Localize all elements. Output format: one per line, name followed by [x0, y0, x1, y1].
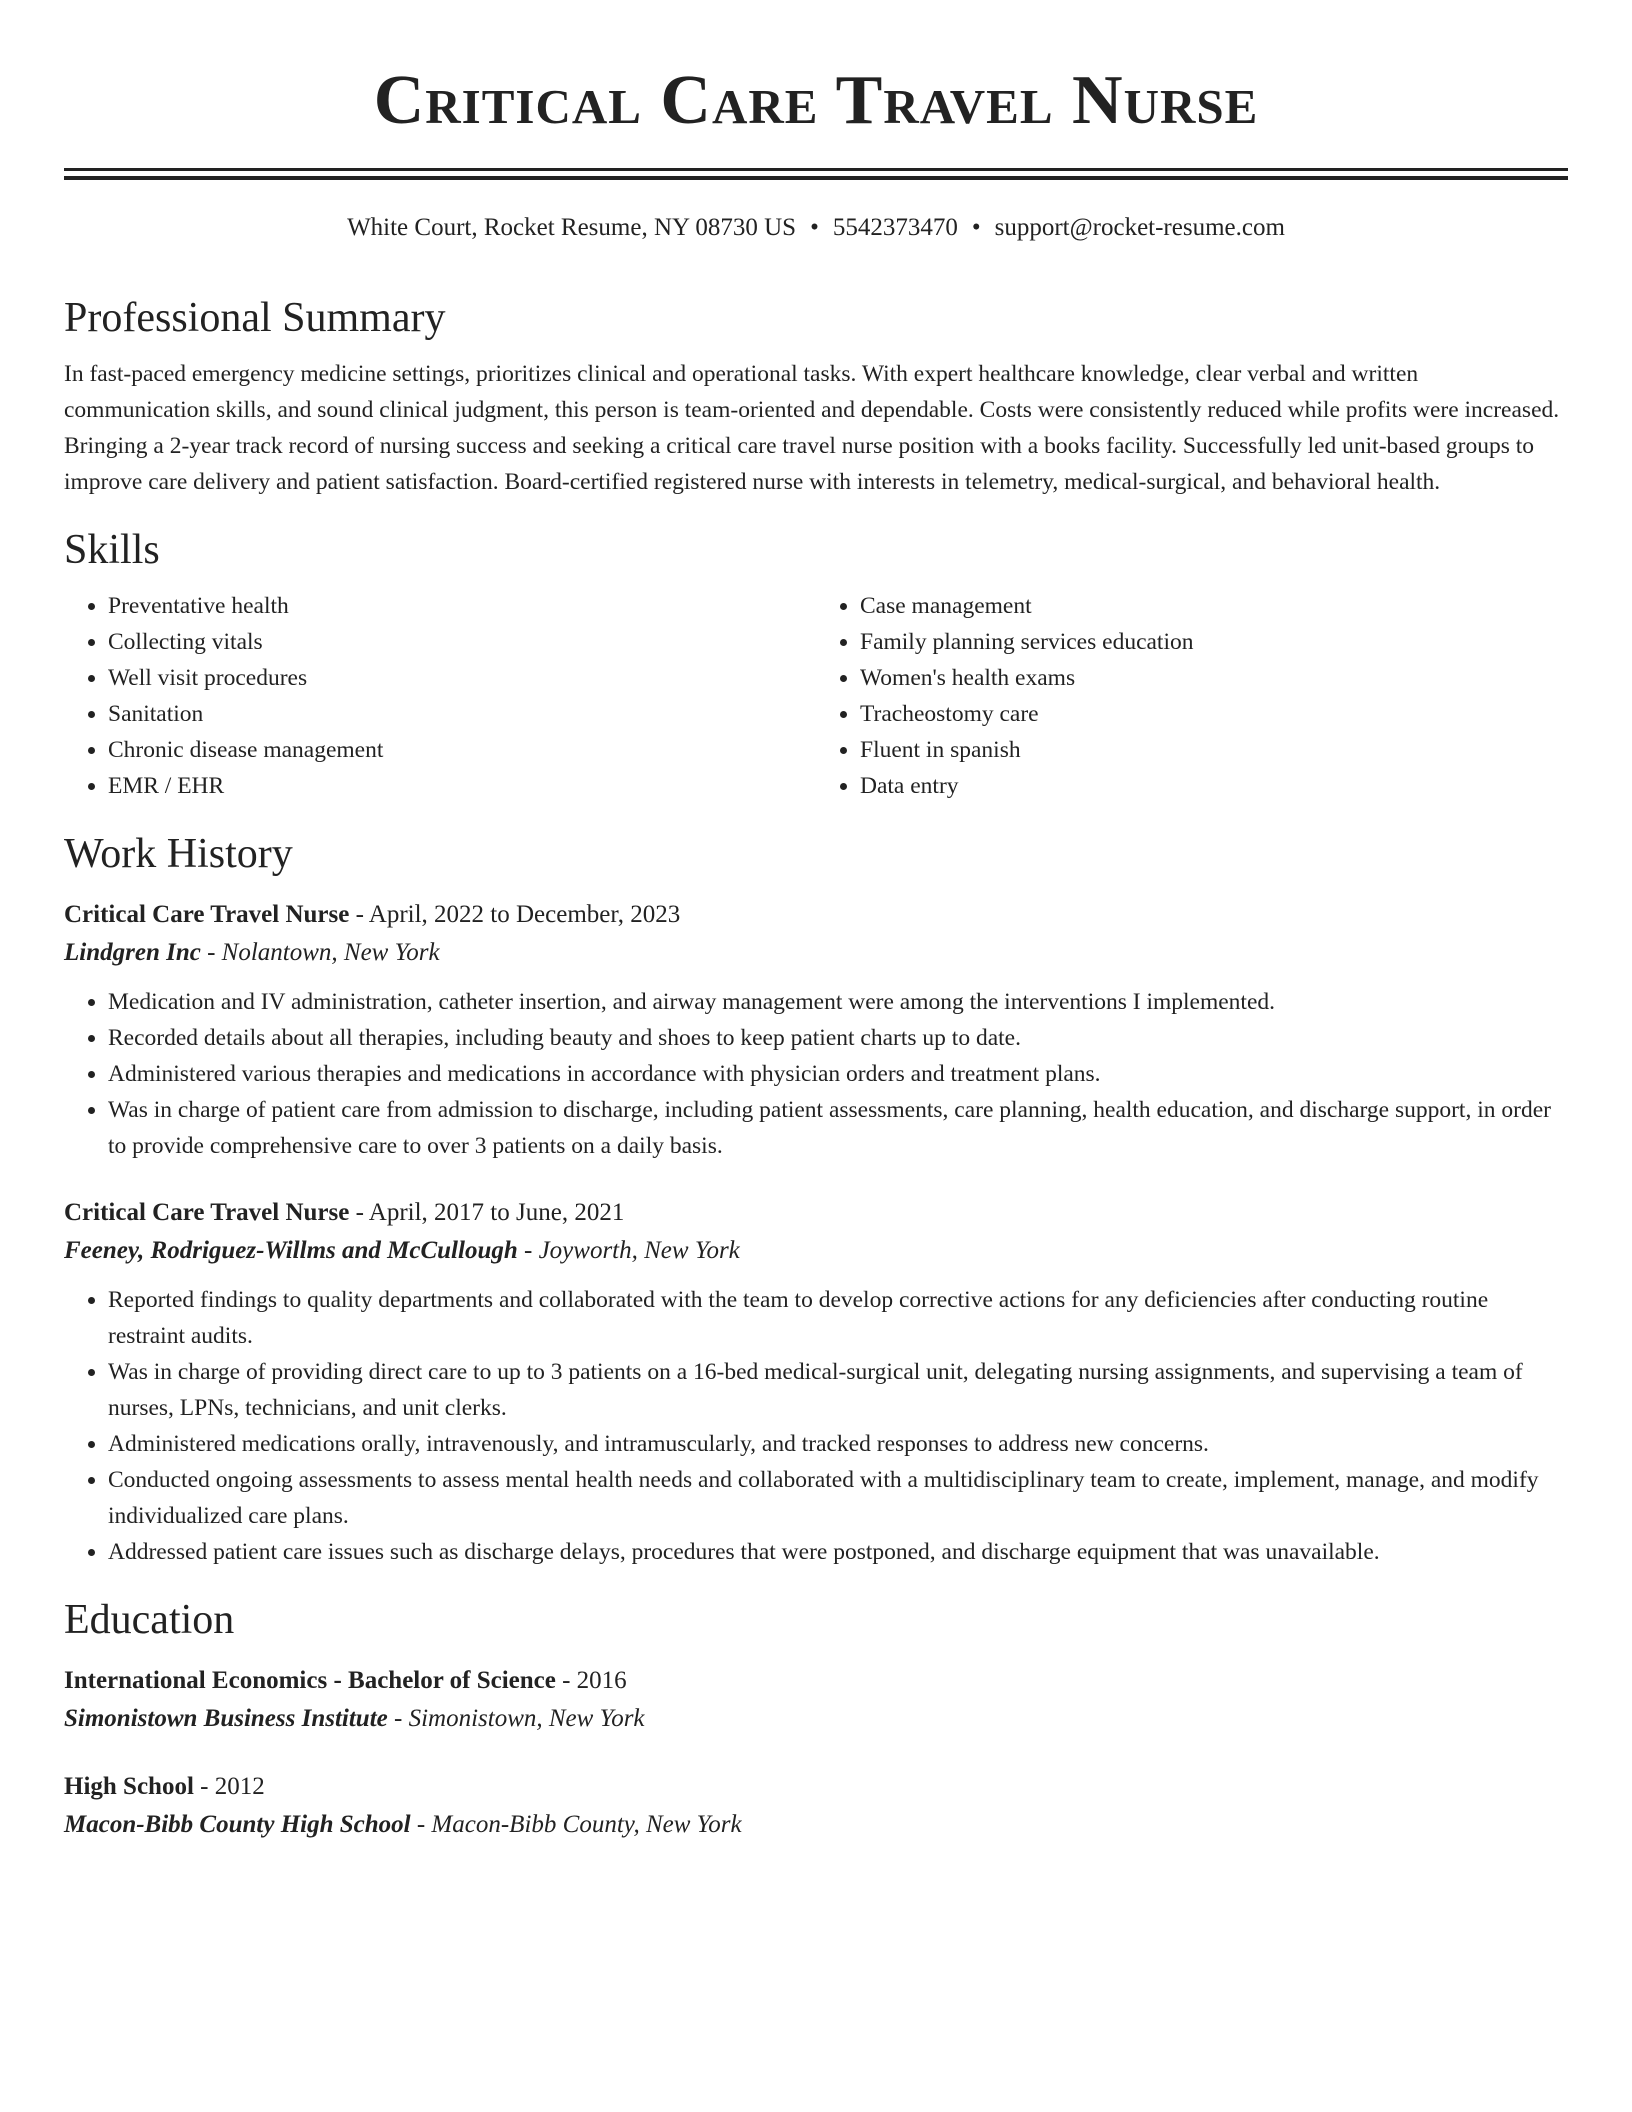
skill-item: • Fluent in spanish: [860, 732, 1568, 768]
education-heading: Education: [64, 1597, 235, 1643]
job-dates: - April, 2017 to June, 2021: [349, 1199, 625, 1226]
education-degree-line: [64, 1768, 1568, 1806]
skill-item: • Well visit procedures: [108, 660, 816, 696]
job-location: - Joyworth, New York: [517, 1237, 740, 1264]
education-location: - Simonistown, New York: [387, 1705, 645, 1732]
contact-separator: •: [810, 214, 819, 241]
skill-item: • Chronic disease management: [108, 732, 816, 768]
work-history-heading: Work History: [64, 831, 293, 877]
job-bullet: • Administered various therapies and medications in accordance with physician orders and treatment plans.: [108, 1056, 1568, 1092]
contact-separator: •: [971, 214, 981, 241]
job-bullet: • Conducted ongoing assessments to assess mental health needs and collaborated with a multidisciplinary team to create, implement, manage, and modify individualized care plans.: [108, 1462, 1568, 1534]
work-history-section: [64, 826, 1568, 1570]
job-entry: [64, 896, 1568, 1164]
skills-section: [64, 522, 1568, 804]
skill-item: • Women's health exams: [860, 660, 1568, 696]
job-title: Critical Care Travel Nurse: [64, 901, 350, 928]
job-company: Feeney, Rodriguez-Willms and McCullough: [64, 1237, 518, 1264]
job-bullet: • Medication and IV administration, catheter insertion, and airway management were among the interventions I implemented.: [108, 984, 1568, 1020]
education-degree: High School: [64, 1773, 194, 1800]
education-degree: International Economics - Bachelor of Science: [64, 1667, 556, 1694]
job-location: - Nolantown, New York: [200, 939, 440, 966]
job-title: Critical Care Travel Nurse: [64, 1199, 350, 1226]
education-school-line: [64, 1806, 1568, 1844]
skill-item: • Case management: [860, 588, 1568, 624]
education-year: - 2016: [555, 1667, 627, 1694]
job-bullet: • Addressed patient care issues such as discharge delays, procedures that were postponed, and discharge equipment that was unavailable.: [108, 1534, 1568, 1570]
job-title-line: [64, 1194, 1568, 1232]
job-bullet: • Was in charge of providing direct care to up to 3 patients on a 16-bed medical-surgical unit, delegating nursing assignments, and supervising a team of nurses, LPNs, technicians, and unit clerks.: [108, 1354, 1568, 1426]
contact-line: [64, 210, 1568, 246]
education-school: Simonistown Business Institute: [64, 1705, 388, 1732]
job-bullets: [64, 984, 1568, 1164]
skill-item: • Family planning services education: [860, 624, 1568, 660]
education-entry: [64, 1768, 1568, 1844]
education-section: [64, 1592, 1568, 1844]
skill-item: • Sanitation: [108, 696, 816, 732]
contact-phone[interactable]: 5542373470: [832, 214, 958, 241]
job-company-line: [64, 934, 1568, 972]
education-degree-line: [64, 1662, 1568, 1700]
education-year: - 2012: [193, 1773, 265, 1800]
skill-item: • Preventative health: [108, 588, 816, 624]
contact-email[interactable]: support@rocket-resume.com: [994, 214, 1285, 241]
job-title-line: [64, 896, 1568, 934]
education-location: - Macon-Bibb County, New York: [410, 1811, 742, 1838]
education-school-line: [64, 1700, 1568, 1738]
job-company: Lindgren Inc: [64, 939, 201, 966]
skills-columns: [64, 588, 1568, 804]
header-divider: [64, 168, 1568, 180]
skill-item: • Tracheostomy care: [860, 696, 1568, 732]
skills-heading: Skills: [64, 527, 160, 573]
job-entry: [64, 1194, 1568, 1570]
skill-item: • Collecting vitals: [108, 624, 816, 660]
skills-list-left: [64, 588, 816, 804]
contact-address: White Court, Rocket Resume, NY 08730 US: [347, 214, 797, 241]
summary-heading: Professional Summary: [64, 295, 446, 341]
skills-list-right: [816, 588, 1568, 804]
skill-item: • EMR / EHR: [108, 768, 816, 804]
skill-item: • Data entry: [860, 768, 1568, 804]
resume-name: Critical Care Travel Nurse: [373, 62, 1259, 139]
job-bullet: • Administered medications orally, intravenously, and intramuscularly, and tracked responses to address new concerns.: [108, 1426, 1568, 1462]
job-bullets: [64, 1282, 1568, 1570]
job-dates: - April, 2022 to December, 2023: [349, 901, 681, 928]
job-bullet: • Recorded details about all therapies, including beauty and shoes to keep patient charts up to date.: [108, 1020, 1568, 1056]
job-bullet: • Was in charge of patient care from admission to discharge, including patient assessments, care planning, health education, and discharge support, in order to provide comprehensive care to over 3 patients on a daily basis.: [108, 1092, 1568, 1164]
job-bullet: • Reported findings to quality departments and collaborated with the team to develop corrective actions for any deficiencies after conducting routine restraint audits.: [108, 1282, 1568, 1354]
job-company-line: [64, 1232, 1568, 1270]
education-entry: [64, 1662, 1568, 1738]
summary-text: In fast-paced emergency medicine settings, prioritizes clinical and operational tasks. With expert healthcare knowledge, clear verbal and written communication skills, and sound clinical judgment, this person is team-oriented and dependable. Costs were consistently reduced while profits were increased. Bringing a 2-year track record of nursing success and seeking a critical care travel nurse position with a books facility. Successfully led unit-based groups to improve care delivery and patient satisfaction. Board-certified registered nurse with interests in telemetry, medical-surgical, and behavioral health.: [64, 361, 1560, 495]
education-school: Macon-Bibb County High School: [64, 1811, 411, 1838]
summary-section: [64, 290, 1568, 500]
